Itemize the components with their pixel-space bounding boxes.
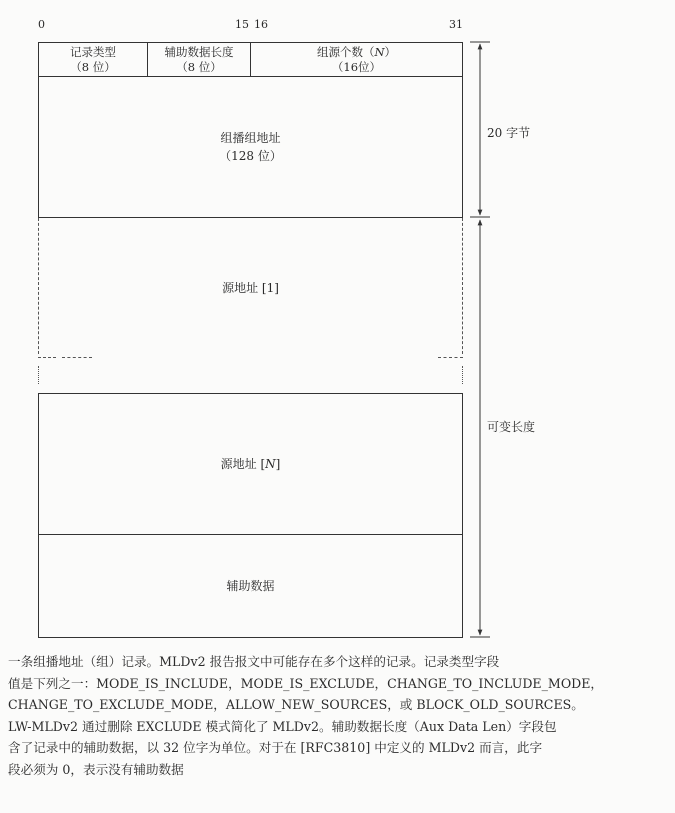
description-line-3: CHANGE_TO_EXCLUDE_MODE，ALLOW_NEW_SOURCES，或 BLOCK_OLD_SOURCES。: [8, 697, 584, 712]
description-paragraph: [8, 651, 665, 780]
num-sources-label: 组源个数（N）: [316, 45, 397, 59]
bit-label-0: 0: [38, 18, 45, 31]
aux-data-len-size: （8 位）: [176, 60, 222, 74]
aux-data-len-label: 辅助数据长度: [164, 45, 234, 59]
group-address-size: （128 位）: [219, 149, 282, 163]
bit-label-31: 31: [449, 18, 463, 31]
source-address-1-label: 源地址 [1]: [222, 281, 279, 295]
description-line-1: 一条组播地址（组）记录。MLDv2 报告报文中可能存在多个这样的记录。记录类型字段: [8, 654, 500, 669]
description-line-4: LW-MLDv2 通过删除 EXCLUDE 模式简化了 MLDv2。辅助数据长度（Aux Data Len）字段包: [8, 718, 557, 734]
description-line-2: 值是下列之一：MODE_IS_INCLUDE，MODE_IS_EXCLUDE，CHANGE_TO_INCLUDE_MODE，: [8, 675, 604, 691]
bit-label-16: 16: [254, 18, 268, 31]
record-type-label: 记录类型: [70, 45, 116, 59]
source-address-n-label: 源地址 [N]: [220, 457, 281, 471]
fixed-size-label: 20 字节: [487, 126, 531, 140]
variable-size-label: 可变长度: [487, 420, 536, 434]
aux-data-label: 辅助数据: [226, 579, 275, 593]
record-type-size: （8 位）: [70, 60, 116, 74]
num-sources-size: （16位）: [331, 60, 382, 74]
description-line-5: 含了记录中的辅助数据，以 32 位字为单位。对于在 [RFC3810] 中定义的 MLDv2 而言，此字: [8, 740, 543, 755]
bit-label-15: 15: [235, 18, 249, 31]
group-address-label: 组播组地址: [220, 131, 281, 145]
description-line-6: 段必须为 0，表示没有辅助数据: [8, 761, 184, 777]
